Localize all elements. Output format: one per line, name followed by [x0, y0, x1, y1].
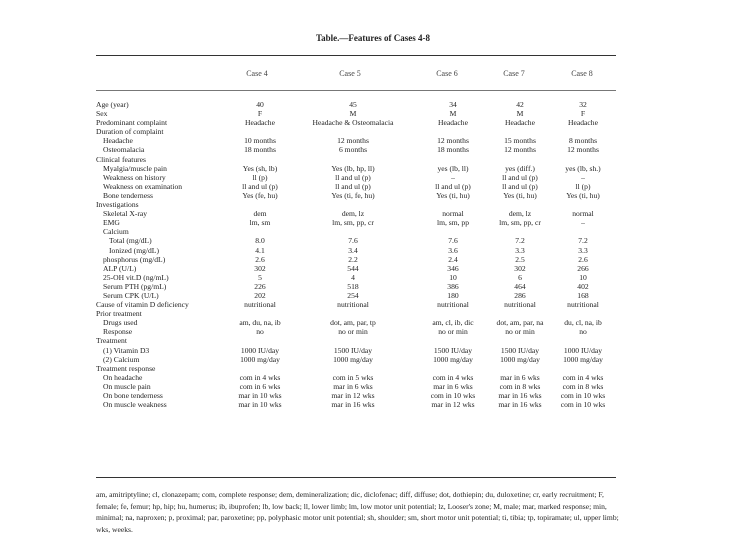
cell-case-4: F: [257, 109, 263, 119]
cell-case-7: [490, 309, 550, 318]
cell-case-6: 346: [447, 263, 459, 273]
cell-case-5: ll and ul (p): [335, 172, 371, 182]
row-label: Weakness on examination: [103, 181, 183, 191]
cell-case-7: Yes (ti, hu): [503, 190, 537, 200]
cell-case-5: 518: [347, 281, 359, 291]
cell-case-8: 2.6: [578, 254, 588, 264]
cell-case-7: [490, 127, 550, 136]
cell-case-4: com in 4 wks: [239, 372, 281, 382]
cell-case-5: 544: [347, 263, 359, 273]
cell-case-4: 202: [254, 290, 266, 300]
cell-case-6: com in 10 wks: [430, 391, 476, 400]
cell-case-6: 18 months: [437, 145, 469, 155]
cell-case-4: [230, 364, 290, 373]
cell-case-7: 42: [516, 100, 524, 109]
cell-case-7: mar in 16 wks: [498, 400, 542, 410]
row-label: Myalgia/muscle pain: [103, 163, 167, 173]
cell-case-6: 12 months: [437, 136, 469, 146]
cell-case-6: [416, 227, 490, 236]
row-label: Skeletal X-ray: [103, 209, 148, 219]
row-label: On headache: [103, 372, 143, 382]
cell-case-7: lm, sm, pp, cr: [499, 218, 541, 228]
cell-case-7: dem, lz: [508, 209, 532, 219]
cell-case-8: 12 months: [567, 145, 599, 155]
table-row: [96, 318, 616, 327]
cell-case-5: [290, 227, 416, 236]
table-row: [96, 291, 616, 300]
cell-case-4: [230, 155, 290, 164]
cell-case-4: 10 months: [244, 136, 276, 146]
table-row: [96, 109, 616, 118]
cell-case-5: ll and ul (p): [335, 181, 371, 191]
cell-case-8: [550, 309, 616, 318]
cell-case-5: Headache & Osteomalacia: [312, 118, 394, 128]
cell-case-4: 4.1: [255, 245, 265, 255]
table-row: [96, 236, 616, 245]
table-row: [96, 118, 616, 127]
cell-case-8: [550, 200, 616, 209]
table-row: [96, 355, 616, 364]
cell-case-5: 7.6: [348, 236, 358, 246]
cell-case-5: 6 months: [338, 145, 368, 155]
cell-case-4: mar in 10 wks: [238, 391, 282, 400]
cell-case-7: [490, 200, 550, 209]
cell-case-6: [416, 309, 490, 318]
cell-case-4: [230, 309, 290, 318]
cell-case-8: 1000 IU/day: [563, 345, 603, 355]
table-row: [96, 246, 616, 255]
cell-case-5: [290, 309, 416, 318]
cell-case-6: mar in 6 wks: [433, 381, 473, 391]
header-rule: [96, 90, 616, 91]
row-label: Treatment: [96, 336, 127, 346]
cell-case-5: dot, am, par, tp: [330, 318, 376, 328]
cell-case-7: M: [516, 109, 524, 119]
cell-case-7: com in 8 wks: [499, 381, 541, 391]
cell-case-7: ll and ul (p): [502, 172, 538, 182]
row-label: Osteomalacia: [103, 145, 145, 155]
cell-case-4: 1000 mg/day: [240, 354, 280, 364]
row-label: Calcium: [103, 227, 129, 237]
cell-case-8: 266: [577, 263, 589, 273]
cell-case-4: 226: [254, 281, 266, 291]
cell-case-8: 168: [577, 290, 589, 300]
row-label: Age (year): [96, 100, 129, 109]
cell-case-8: Headache: [568, 118, 598, 128]
cell-case-7: 286: [514, 290, 526, 300]
row-label: Drugs used: [103, 318, 138, 328]
cell-case-8: com in 4 wks: [562, 372, 604, 382]
row-label: (1) Vitamin D3: [103, 345, 150, 355]
cell-case-6: no or min: [438, 327, 468, 337]
row-label: On muscle pain: [103, 381, 151, 391]
cell-case-6: [416, 127, 490, 136]
table-row: [96, 382, 616, 391]
cell-case-5: [290, 364, 416, 373]
cell-case-5: [290, 127, 416, 136]
cell-case-4: ll and ul (p): [242, 181, 278, 191]
cell-case-6: 34: [449, 100, 457, 109]
row-label: Response: [103, 327, 133, 337]
cell-case-5: mar in 6 wks: [333, 381, 373, 391]
cell-case-5: com in 5 wks: [332, 372, 374, 382]
cell-case-8: 7.2: [578, 236, 588, 246]
table-row: [96, 364, 616, 373]
cell-case-4: 5: [258, 272, 262, 282]
cell-case-7: 464: [514, 281, 526, 291]
row-label: Weakness on history: [103, 172, 166, 182]
cell-case-8: [550, 227, 616, 236]
cell-case-6: yes (lb, ll): [437, 163, 469, 173]
row-label: Prior treatment: [96, 309, 142, 319]
cell-case-6: 1000 mg/day: [433, 354, 473, 364]
cell-case-7: 2.5: [515, 254, 525, 264]
table-row: [96, 155, 616, 164]
cell-case-6: [416, 364, 490, 373]
cell-case-8: 10: [579, 272, 587, 282]
table-row: [96, 145, 616, 154]
cell-case-6: lm, sm, pp: [436, 218, 470, 228]
cell-case-7: yes (diff.): [505, 163, 535, 173]
cell-case-6: mar in 12 wks: [431, 400, 475, 410]
cell-case-6: 2.4: [448, 254, 458, 264]
row-label: Treatment response: [96, 363, 156, 373]
cell-case-8: F: [580, 109, 586, 119]
cell-case-5: 254: [347, 290, 359, 300]
cell-case-8: ll (p): [575, 181, 591, 191]
row-label: Serum PTH (pg/mL): [103, 281, 167, 291]
cell-case-8: [550, 127, 616, 136]
row-label: Bone tenderness: [103, 190, 153, 200]
row-label: ALP (U/L): [103, 263, 137, 273]
cell-case-5: M: [349, 109, 357, 119]
cell-case-6: ll and ul (p): [435, 181, 471, 191]
cell-case-4: [230, 127, 290, 136]
cell-case-6: [416, 200, 490, 209]
cell-case-6: Headache: [438, 118, 468, 128]
cell-case-4: Yes (fe, hu): [242, 190, 278, 200]
table-row: [96, 164, 616, 173]
cell-case-4: [230, 227, 290, 236]
cell-case-5: [290, 336, 416, 345]
table-row: [96, 100, 616, 109]
top-rule: [96, 55, 616, 56]
header-case-8: Case 8: [571, 69, 593, 78]
cell-case-8: normal: [572, 209, 594, 219]
cell-case-5: nutritional: [337, 300, 369, 310]
table-row: [96, 336, 616, 345]
cell-case-8: –: [581, 218, 585, 228]
header-case-4: Case 4: [246, 69, 268, 78]
row-label: On bone tenderness: [103, 391, 163, 400]
cell-case-7: nutritional: [504, 300, 536, 310]
cell-case-5: 2.2: [348, 254, 358, 264]
cell-case-4: dem: [253, 209, 267, 219]
features-table: [96, 100, 616, 409]
cell-case-4: 1000 IU/day: [240, 345, 280, 355]
table-row: [96, 255, 616, 264]
cell-case-8: –: [581, 172, 585, 182]
row-label: Cause of vitamin D deficiency: [96, 300, 189, 310]
row-label: Total (mg/dL): [109, 236, 152, 246]
cell-case-7: 1000 mg/day: [500, 354, 540, 364]
table-row: [96, 309, 616, 318]
row-label: EMG: [103, 218, 120, 228]
row-label: Serum CPK (U/L): [103, 290, 159, 300]
cell-case-8: [550, 155, 616, 164]
cell-case-8: 32: [579, 100, 587, 109]
cell-case-8: [550, 364, 616, 373]
cell-case-4: mar in 10 wks: [238, 400, 282, 410]
cell-case-7: mar in 16 wks: [498, 391, 542, 400]
cell-case-5: [290, 155, 416, 164]
cell-case-6: –: [451, 172, 455, 182]
cell-case-6: Yes (ti, hu): [436, 190, 470, 200]
cell-case-6: normal: [442, 209, 464, 219]
table-row: [96, 209, 616, 218]
cell-case-4: [230, 200, 290, 209]
cell-case-8: 8 months: [568, 136, 598, 146]
cell-case-5: 45: [349, 100, 357, 109]
row-label: 25-OH vit.D (ng/mL): [103, 272, 169, 282]
cell-case-7: [490, 364, 550, 373]
cell-case-7: [490, 227, 550, 236]
table-row: [96, 200, 616, 209]
cell-case-5: Yes (ti, fe, hu): [331, 190, 375, 200]
cell-case-4: ll (p): [252, 172, 268, 182]
cell-case-6: [416, 155, 490, 164]
cell-case-6: am, cl, ib, dic: [432, 318, 474, 328]
cell-case-7: mar in 6 wks: [500, 372, 540, 382]
table-row: [96, 373, 616, 382]
cell-case-4: no: [256, 327, 264, 337]
row-label: Ionized (mg/dL): [109, 245, 159, 255]
cell-case-8: 402: [577, 281, 589, 291]
cell-case-6: com in 4 wks: [432, 372, 474, 382]
table-row: [96, 400, 616, 409]
cell-case-7: 7.2: [515, 236, 525, 246]
cell-case-4: am, du, na, ib: [239, 318, 281, 328]
table-row: [96, 218, 616, 227]
cell-case-8: com in 8 wks: [562, 381, 604, 391]
cell-case-8: com in 10 wks: [560, 391, 606, 400]
row-label: Duration of complaint: [96, 127, 164, 137]
cell-case-5: lm, sm, pp, cr: [332, 218, 374, 228]
cell-case-5: dem, lz: [341, 209, 365, 219]
cell-case-7: ll and ul (p): [502, 181, 538, 191]
table-row: [96, 191, 616, 200]
table-row: [96, 182, 616, 191]
cell-case-8: [550, 336, 616, 345]
cell-case-5: 4: [351, 272, 355, 282]
cell-case-8: Yes (ti, hu): [566, 190, 600, 200]
row-label: Sex: [96, 109, 108, 119]
cell-case-4: [230, 336, 290, 345]
cell-case-7: [490, 336, 550, 345]
cell-case-5: mar in 16 wks: [331, 400, 375, 410]
cell-case-5: mar in 12 wks: [331, 391, 375, 400]
cell-case-6: nutritional: [437, 300, 469, 310]
cell-case-5: 12 months: [337, 136, 369, 146]
cell-case-5: 1000 mg/day: [333, 354, 373, 364]
cell-case-5: 1500 IU/day: [333, 345, 373, 355]
cell-case-6: 3.6: [448, 245, 458, 255]
row-label: Headache: [103, 136, 133, 146]
abbreviations-footnote: am, amitriptyline; cl, clonazepam; com, complete response; dem, demineralization; dic, diclofenac; diff, diffuse; dot, dothiepin; du, duloxetine; cr, early recruitment; F, female; fe, femur; hp, hip; hu, humerus; ib, ibuprofen; lb, low back; ll, lower limb; lm, low motor unit potential; lz, Looser's zone; M, male; mar, marked response; min, minimal; na, naproxen; p, proximal; par, paroxetine; pp, polyphasic motor unit potential; sh, shoulder; sm, short motor unit potential; ti, tibia; tp, topiramate; ul, upper limb; wks, weeks.: [96, 490, 619, 534]
cell-case-7: 15 months: [504, 136, 536, 146]
cell-case-8: du, cl, na, ib: [564, 318, 602, 328]
cell-case-7: 6: [518, 272, 522, 282]
cell-case-7: 302: [514, 263, 526, 273]
table-row: [96, 391, 616, 400]
cell-case-4: Yes (sh, lb): [242, 163, 278, 173]
table-row: [96, 127, 616, 136]
row-label: Clinical features: [96, 154, 146, 164]
cell-case-8: nutritional: [567, 300, 599, 310]
cell-case-5: Yes (lb, hp, ll): [331, 163, 375, 173]
table-row: [96, 173, 616, 182]
cell-case-8: yes (lb, sh.): [565, 163, 601, 173]
table-body: [96, 100, 616, 409]
cell-case-7: no or min: [505, 327, 535, 337]
cell-case-7: 12 months: [504, 145, 536, 155]
cell-case-6: 7.6: [448, 236, 458, 246]
cell-case-7: 1500 IU/day: [500, 345, 540, 355]
cell-case-7: dot, am, par, na: [496, 318, 544, 328]
header-case-5: Case 5: [339, 69, 361, 78]
table-row: [96, 346, 616, 355]
table-row: [96, 273, 616, 282]
row-label: phosphorus (mg/dL): [103, 254, 166, 264]
cell-case-5: no or min: [338, 327, 368, 337]
cell-case-7: [490, 155, 550, 164]
cell-case-7: 3.3: [515, 245, 525, 255]
cell-case-4: 2.6: [255, 254, 265, 264]
header-case-6: Case 6: [436, 69, 458, 78]
cell-case-4: 302: [254, 263, 266, 273]
table-row: [96, 327, 616, 336]
cell-case-4: 40: [256, 100, 264, 109]
table-row: [96, 282, 616, 291]
cell-case-5: 3.4: [348, 245, 358, 255]
row-label: On muscle weakness: [103, 400, 167, 410]
cell-case-6: [416, 336, 490, 345]
cell-case-4: lm, sm: [249, 218, 271, 228]
table-row: [96, 136, 616, 145]
cell-case-8: 1000 mg/day: [563, 354, 603, 364]
cell-case-6: 1500 IU/day: [433, 345, 473, 355]
cell-case-6: 180: [447, 290, 459, 300]
table-row: [96, 264, 616, 273]
row-label: Investigations: [96, 200, 139, 210]
cell-case-4: nutritional: [244, 300, 276, 310]
cell-case-4: com in 6 wks: [239, 381, 281, 391]
table-row: [96, 300, 616, 309]
cell-case-4: Headache: [245, 118, 275, 128]
table-title: Table.—Features of Cases 4-8: [316, 33, 430, 43]
cell-case-8: no: [579, 327, 587, 337]
bottom-rule: [96, 477, 616, 478]
column-headers: [0, 69, 746, 81]
cell-case-6: M: [449, 109, 457, 119]
header-case-7: Case 7: [503, 69, 525, 78]
row-label: Predominant complaint: [96, 118, 168, 128]
cell-case-4: 8.0: [255, 236, 265, 246]
cell-case-8: 3.3: [578, 245, 588, 255]
cell-case-8: com in 10 wks: [560, 400, 606, 410]
row-label: (2) Calcium: [103, 354, 140, 364]
cell-case-7: Headache: [505, 118, 535, 128]
cell-case-4: 18 months: [244, 145, 276, 155]
cell-case-6: 10: [449, 272, 457, 282]
cell-case-5: [290, 200, 416, 209]
cell-case-6: 386: [447, 281, 459, 291]
table-row: [96, 227, 616, 236]
